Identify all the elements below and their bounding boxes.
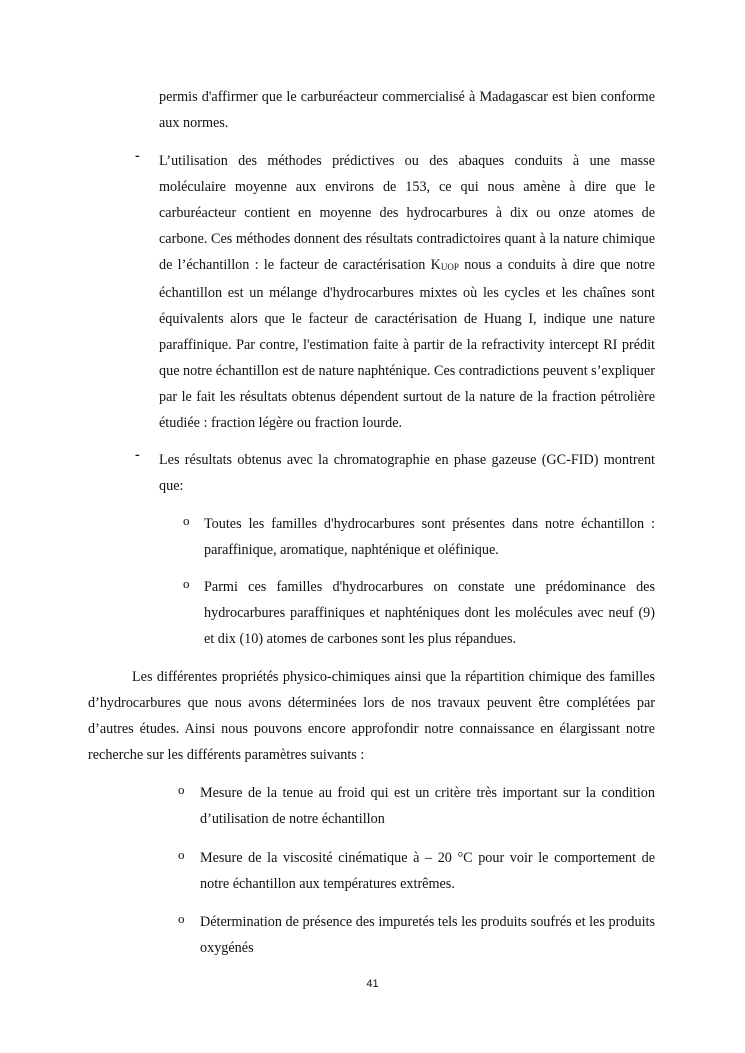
dash-item-chromatography: Les résultats obtenus avec la chromatographie en phase gazeuse (GC-FID) montrent que:: [159, 452, 655, 494]
circle-bullet: o: [183, 513, 190, 528]
param-item-viscosity: Mesure de la viscosité cinématique à – 20 °C pour voir le comportement de notre échantillon aux températures extrêmes.: [200, 850, 655, 892]
dash-item-predictive-methods: [159, 148, 655, 436]
dash-item-text-part1: L’utilisation des méthodes prédictives ou des abaques conduits à une masse moléculaire moyenne aux environs de 153, ce qui nous amène à dire que le carburéacteur contient en moyenne des hydrocarbures à dix ou onze atomes de carbone. Ces méthodes donnent des résultats contradictoires quant à la nature chimique de l’échantillon : le facteur de caractérisation K: [159, 153, 655, 273]
paragraph-continuation: permis d'affirmer que le carburéacteur commercialisé à Madagascar est bien conforme aux normes.: [159, 89, 655, 131]
dash-item-text-part2: nous a conduits à dire que notre échantillon est un mélange d'hydrocarbures mixtes où les cycles et les chaînes sont équivalents alors que le facteur de caractérisation de Huang I, indique une nature paraffinique. Par contre, l'estimation faite à partir de la refractivity intercept RI prédit que notre échantillon est de nature naphténique. Ces contradictions peuvent s’expliquer par le fait les résultats obtenus dépendent surtout de la nature de la fraction pétrolière étudiée : fraction légère ou fraction lourde.: [159, 257, 656, 431]
circle-bullet: o: [178, 847, 185, 862]
main-paragraph: Les différentes propriétés physico-chimiques ainsi que la répartition chimique des familles d’hydrocarbures que nous avons déterminées lors de nos travaux peuvent être complétées par d’autres études. Ainsi nous pouvons encore approfondir notre connaissance en élargissant notre recherche sur les différents paramètres suivants :: [88, 669, 655, 763]
circle-bullet: o: [178, 911, 185, 926]
page-number: 41: [366, 978, 379, 990]
k-uop-subscript: UOP: [440, 262, 459, 272]
param-item-cold-resistance: Mesure de la tenue au froid qui est un critère très important sur la condition d’utilisation de notre échantillon: [200, 785, 655, 827]
circle-bullet: o: [183, 576, 190, 591]
dash-bullet: -: [135, 447, 140, 463]
circle-bullet: o: [178, 782, 185, 797]
param-item-impurities: Détermination de présence des impuretés tels les produits soufrés et les produits oxygénés: [200, 914, 655, 956]
sub-item-families-present: Toutes les familles d'hydrocarbures sont présentes dans notre échantillon : paraffinique, aromatique, naphténique et oléfinique.: [204, 516, 655, 558]
dash-bullet: -: [135, 148, 140, 164]
sub-item-predominance: Parmi ces familles d'hydrocarbures on constate une prédominance des hydrocarbures paraffiniques et naphténiques dont les molécules avec neuf (9) et dix (10) atomes de carbones sont les plus répandues.: [204, 579, 655, 647]
